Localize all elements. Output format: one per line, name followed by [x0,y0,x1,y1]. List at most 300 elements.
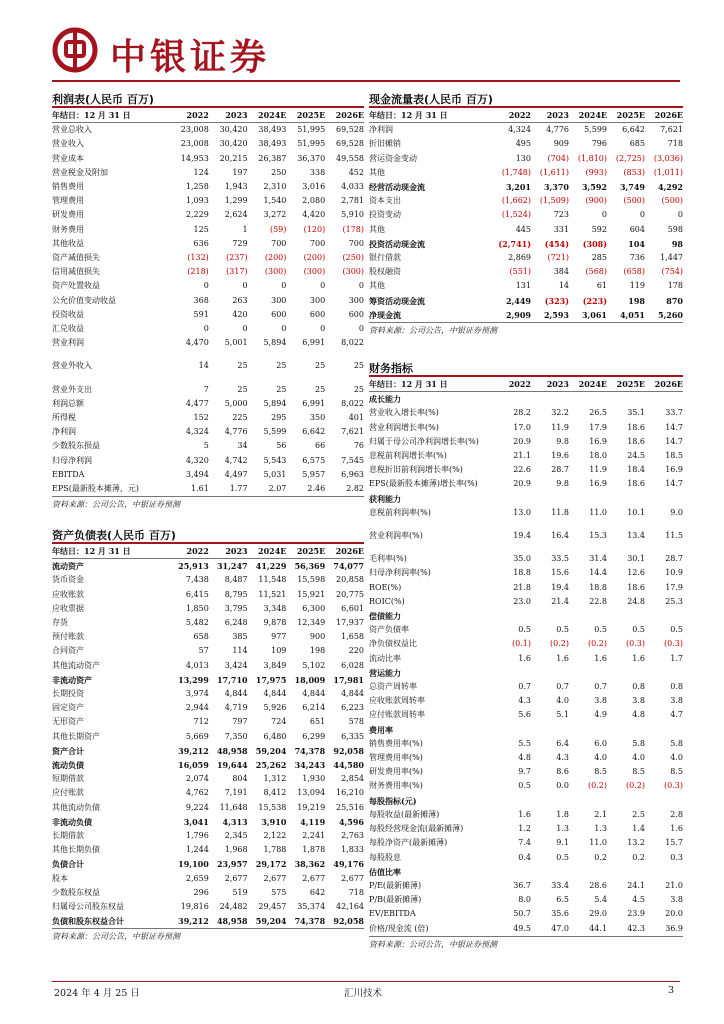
cell-value: 11,648 [219,802,248,812]
row-label: 营业利润率(%) [369,531,423,541]
row-label: 价格/现金流 (倍) [369,923,429,933]
table-row [369,708,683,722]
table-row [52,900,364,914]
row-label [369,520,493,529]
row-label: 非流动负债 [52,816,92,827]
cell-value: 30,420 [219,125,248,135]
cell-value: 6,300 [302,603,326,613]
cell-value [493,794,531,808]
cell-value: 7,438 [185,575,209,585]
cell-value: 12.6 [627,568,645,578]
cell-value: 3.8 [594,696,607,706]
cell-value: 28.7 [665,554,683,564]
row-label: 获利能力 [369,493,401,504]
cell-value: (454) [544,238,569,249]
balance-sheet-section [52,528,364,942]
table-row [52,397,364,411]
cell-value: 8.5 [632,767,645,777]
row-label: 货币资金 [52,575,84,585]
cell-value: 20,775 [336,589,364,599]
header-year: 2025E [607,377,645,392]
row-label: 股权融资 [369,267,401,277]
row-label: 营业税金及附加 [52,167,108,177]
row-label: 流动负债 [52,760,84,771]
row-label: 营业利润增长率(%) [369,422,439,432]
cell-value: 4,324 [185,427,209,437]
row-label: 净利润 [52,427,76,437]
cell-value [493,865,531,879]
cell-value: 600 [348,309,364,319]
cell-value: 69,528 [336,139,364,149]
row-label: 毛利率(%) [369,554,407,564]
cell-value: 59,204 [255,745,287,756]
cell-value: 25.3 [665,596,683,606]
cell-value [531,492,569,506]
cell-value: 685 [629,139,645,149]
cell-value: 331 [553,224,569,234]
cell-value: 23.9 [627,909,645,919]
row-label: 流动比率 [369,653,401,663]
cell-value: 25 [276,361,287,371]
table-row [52,786,364,800]
table-row [52,208,364,222]
cell-value: 8,412 [263,788,287,798]
cell-value: 4,844 [263,689,287,699]
cell-value: 3.8 [670,895,683,905]
cell-value: 18,009 [294,674,326,685]
cell-value: 18.6 [627,436,645,446]
cell-value [493,492,531,506]
cell-value: 38,493 [258,139,287,149]
cell-value: 2,854 [341,774,364,784]
cell-value: 36.9 [665,923,683,933]
cell-value: 3,974 [185,689,209,699]
cell-value: 3,849 [263,660,287,670]
cell-value: 642 [309,887,326,897]
cell-value [569,794,607,808]
cell-value: 1,258 [185,182,209,192]
cell-value [607,543,645,552]
table-row [369,680,683,694]
table-row [52,744,364,758]
cell-value: 1,833 [341,845,364,855]
row-label: 净负债权益比 [369,639,417,649]
row-label: 净利润 [369,125,393,135]
cell-value: 98 [671,238,683,249]
cell-value: 24,482 [219,902,248,912]
header-year: 2022 [170,108,209,123]
cell-value: 20.9 [513,479,531,489]
cell-value: 19.6 [551,451,569,461]
cell-value: (1,509) [539,196,569,206]
row-label: 少数股东损益 [52,441,100,451]
row-label: 息税前利润增长率(%) [369,451,447,461]
table-row [52,701,364,715]
cell-value [493,723,531,737]
cell-value: 92,058 [333,745,364,756]
header-year: 2023 [531,377,569,392]
row-label: 折旧摊销 [369,139,401,149]
cell-value: 16.9 [665,465,683,475]
cashflow-section [369,92,683,336]
cell-value: 6,575 [302,455,326,465]
cell-value: 2,677 [263,873,287,883]
cell-value: 4,470 [185,338,209,348]
cell-value: 11.0 [589,507,607,517]
cell-value: 0.5 [556,852,569,862]
table-row [52,602,364,616]
cell-value: 2,677 [302,873,326,883]
table-row [369,893,683,907]
table-header-row [369,377,683,392]
cell-value: 5,894 [263,398,287,408]
cell-value: (59) [269,224,287,234]
cell-value: 5.1 [556,710,569,720]
cell-value: 1.6 [632,653,645,663]
table-row [369,595,683,609]
cell-value: 28.2 [513,408,531,418]
row-label: 应收票据 [52,603,84,613]
cell-value: 42.3 [627,923,645,933]
row-label: ROE(%) [369,582,402,592]
cell-value: 2,763 [341,831,364,841]
table-row [369,529,683,543]
cell-value: 13,094 [297,788,326,798]
cell-value: 44,580 [333,760,364,771]
cell-value: 718 [348,887,364,897]
cell-value: (178) [342,224,364,234]
cell-value: (0.3) [664,639,683,649]
cashflow-table [369,108,683,322]
cell-value: 11.5 [665,531,683,541]
cell-value: 9,224 [185,802,209,812]
row-label: 其他 [369,281,385,291]
cell-value: 9.8 [556,479,569,489]
cell-value [645,392,683,407]
cell-value: 0.2 [632,852,645,862]
cell-value: 6,248 [224,618,248,628]
cell-value: 18.6 [627,422,645,432]
cell-value [248,374,287,383]
cell-value [531,609,569,623]
cell-value: 23,008 [180,139,209,149]
row-label: EBITDA [52,469,85,479]
cell-value: (568) [585,267,607,277]
cell-value: (0.2) [588,781,607,791]
row-label: 偿债能力 [369,611,401,622]
cell-value: 23.0 [513,596,531,606]
cell-value: 7,545 [341,455,364,465]
cell-value: 0 [677,210,683,220]
cell-value: 35.0 [513,554,531,564]
cell-value: 796 [591,139,607,149]
cell-value: 1.3 [594,824,607,834]
cell-value: 35.1 [627,408,645,418]
table-row [369,723,683,737]
cell-value: 575 [271,887,287,897]
cell-value: 0 [358,281,364,291]
cell-value: 0 [320,324,326,334]
report-header [52,27,682,77]
cell-value: 47.0 [551,923,569,933]
cell-value [569,723,607,737]
cell-value: 700 [309,238,326,248]
cell-value: 2,624 [224,210,248,220]
cell-value: 13.2 [627,838,645,848]
cell-value: 17,937 [336,618,364,628]
row-label: 费用率 [369,724,393,735]
cell-value: 977 [271,632,287,642]
cell-value: 4,420 [302,210,326,220]
row-label: 每股收益(最新摊薄) [369,809,440,819]
cell-value: 263 [232,295,248,305]
cell-value: 23,957 [216,859,248,870]
row-label: 经营活动现金流 [369,182,425,193]
cell-value: 6,642 [622,125,645,135]
cell-value: 5,926 [263,703,287,713]
cell-value: 2,080 [302,196,326,206]
cell-value: 21.4 [551,596,569,606]
row-label: 信用减值损失 [52,267,100,277]
cell-value: 445 [515,224,531,234]
table-row [369,666,683,680]
cell-value [493,666,531,680]
cell-value [248,350,287,359]
row-label: 应收账款周转率 [369,696,425,706]
table-row [369,694,683,708]
cashflow-source-note: 资料来源：公司公告，中银证券预测 [369,322,683,336]
cell-value [531,666,569,680]
cell-value: 0.0 [556,781,569,791]
table-row [52,843,364,857]
cell-value: 3,016 [302,182,326,192]
cell-value: 30,420 [219,139,248,149]
table-row [52,425,364,439]
cell-value: 0 [203,281,209,291]
header-label: 年结日：12 月 31 日 [369,108,493,123]
row-label: P/E(最新摊薄) [369,880,422,890]
row-label: 长期投资 [52,689,84,699]
cell-value: 4.8 [518,753,531,763]
cell-value [286,350,325,359]
table-row [369,652,683,666]
cell-value: 23,008 [180,125,209,135]
table-row [52,758,364,772]
table-row [52,383,364,397]
income-statement-section [52,92,364,510]
cell-value: 8.0 [518,895,531,905]
cell-value: 49,558 [336,153,364,163]
cell-value: 29,457 [258,902,287,912]
table-row [52,886,364,900]
row-label: 负债和股东权益合计 [52,916,124,927]
cell-value: 50.7 [513,909,531,919]
row-label: 固定资产 [52,703,84,713]
cell-value: 17,975 [255,674,287,685]
cell-value: (317) [226,267,248,277]
table-row [52,411,364,425]
cell-value: 3,370 [543,182,569,193]
table-row [52,801,364,815]
table-row [369,543,683,552]
cell-value: (250) [342,253,364,263]
cell-value: 42,164 [336,902,364,912]
cell-value: 24.1 [627,880,645,890]
table-row [52,374,364,383]
row-label: 短期借款 [52,774,84,784]
table-row [369,208,683,222]
cell-value: (200) [303,253,326,263]
cell-value: 92,058 [333,916,364,927]
cell-value: 385 [232,632,248,642]
cell-value [607,794,645,808]
row-label: 非流动资产 [52,674,92,685]
table-row [369,435,683,449]
income-source-note: 资料来源：公司公告，中银证券预测 [52,496,364,510]
header-year: 2022 [493,377,531,392]
cell-value [531,392,569,407]
row-label: 营业总收入 [52,125,92,135]
financial-ratios-title: 财务指标 [369,361,683,377]
cell-value [607,392,645,407]
table-row [369,751,683,765]
cell-value: 19.4 [551,582,569,592]
cell-value: 2,449 [505,295,531,306]
cell-value [325,350,364,359]
cell-value: 4.8 [632,710,645,720]
cell-value: 1,312 [263,774,287,784]
row-label: 其他长期负债 [52,845,100,855]
cell-value: 300 [309,295,326,305]
cell-value: 4,596 [338,816,364,827]
row-label: 负债合计 [52,859,84,870]
table-row [52,659,364,673]
header-year: 2026E [325,108,364,123]
cell-value: 2.1 [594,809,607,819]
table-row [52,914,364,928]
cell-value: 18.4 [627,465,645,475]
header-year: 2023 [209,108,248,123]
cell-value: 0.8 [632,682,645,692]
cell-value: 5.8 [632,738,645,748]
table-row [52,468,364,482]
cell-value: (0.3) [626,639,645,649]
cell-value [607,520,645,529]
table-row [369,449,683,463]
table-row [369,123,683,138]
cell-value: 74,077 [333,561,364,572]
cell-value [607,492,645,506]
row-label: 息税折旧前利润增长率(%) [369,465,463,475]
cell-value: 20,858 [336,575,364,585]
cell-value: 198 [628,295,645,306]
cell-value: 11,521 [258,589,287,599]
row-label: 其他长期资产 [52,731,100,741]
cell-value: 1 [242,224,248,234]
financial-ratios-table [369,377,683,936]
cell-value [607,865,645,879]
cell-value: 25 [237,361,248,371]
cell-value: 11.9 [551,422,569,432]
cell-value: 8.5 [594,767,607,777]
cell-value: 6.4 [556,738,569,748]
cell-value: 4.5 [632,895,645,905]
cell-value: 4,324 [508,125,531,135]
cell-value: 30.1 [627,554,645,564]
table-row [52,439,364,453]
cell-value: (853) [623,167,645,177]
cell-value: 18.6 [627,582,645,592]
table-row [52,194,364,208]
cell-value: 5,910 [341,210,364,220]
cell-value: 4,292 [657,182,683,193]
header-year: 2022 [170,544,209,559]
row-label: 净现金流 [369,309,401,320]
cell-value: 29.0 [589,909,607,919]
cell-value: 51,995 [297,125,326,135]
row-label: P/B(最新摊薄) [369,895,422,905]
cell-value: 24.5 [627,451,645,461]
table-row [52,322,364,336]
cell-value: 25,262 [255,760,287,771]
table-row [369,223,683,237]
cell-value: 152 [193,413,209,423]
cell-value: (237) [226,253,248,263]
row-label: 应收账款 [52,589,84,599]
row-label: 研发费用率(%) [369,767,423,777]
balance-sheet-title: 资产负债表(人民币 百万) [52,528,364,544]
cell-value: 124 [193,167,209,177]
cell-value [209,374,248,383]
row-label: 应付账款 [52,788,84,798]
cell-value: 36.7 [513,880,531,890]
cell-value: (0.1) [512,639,531,649]
cell-value: 2,944 [185,703,209,713]
cell-value: 797 [232,717,248,727]
cell-value: 17.9 [589,422,607,432]
table-row [369,822,683,836]
table-row [369,637,683,651]
cell-value: 6.5 [556,895,569,905]
cell-value: 35.6 [551,909,569,919]
cell-value: (132) [187,253,209,263]
cell-value: 2.07 [268,484,287,494]
cell-value: 300 [271,295,287,305]
cell-value: 2,909 [505,309,531,320]
cell-value: 11.8 [551,507,569,517]
cell-value: 4,033 [341,182,364,192]
cell-value: 350 [309,413,326,423]
cell-value [645,666,683,680]
cell-value: 0.5 [670,625,683,635]
cell-value: 6,214 [302,703,326,713]
table-row [52,829,364,843]
row-label: 存货 [52,618,68,628]
cell-value [645,723,683,737]
cell-value: 66 [315,441,326,451]
table-row [369,421,683,435]
cell-value [645,492,683,506]
table-row [369,477,683,491]
table-row [52,687,364,701]
table-row [369,392,683,407]
cell-value: 3,061 [581,309,607,320]
cell-value: 25 [237,384,248,394]
cell-value: 2,241 [302,831,326,841]
table-row [369,294,683,308]
cell-value: 12,349 [297,618,326,628]
row-label [52,374,170,383]
